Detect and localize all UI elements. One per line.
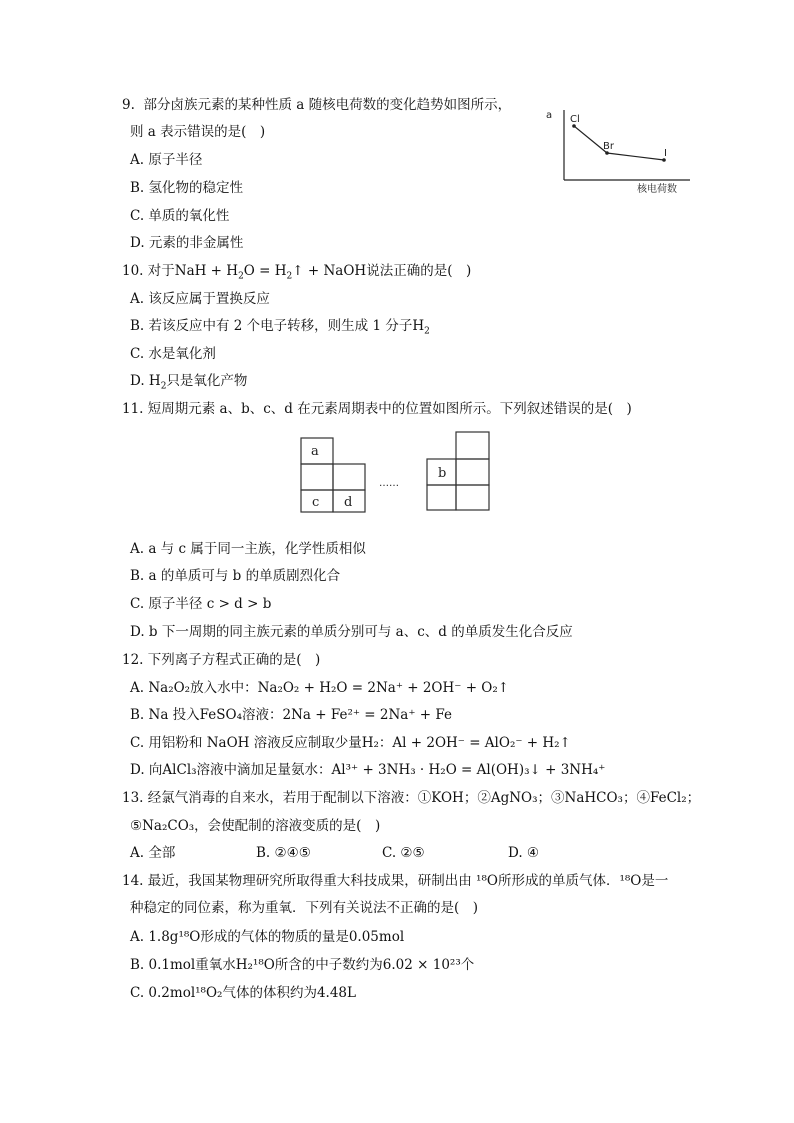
q11-ellipsis: …… [379,478,399,489]
q14-stem-line1: 14. 最近，我国某物理研究所取得重大科技成果，研制出由 ¹⁸O所形成的单质气体．¹⁸O是一 [122,873,669,889]
q13-stem-line2: ⑤Na₂CO₃，会使配制的溶液变质的是( ) [130,818,381,834]
q13-option-c: C. ②⑤ [382,845,425,861]
q11-option-c: C. 原子半径 c > d > b [130,596,272,612]
q10-stem: 10. 对于NaH + $H_2O$ = $H_2↑$ + NaOH说法正确的是( ) [122,263,472,282]
q9-point-label-cl: Cl [570,114,580,125]
q14-option-a: A. 1.8g¹⁸O形成的气体的物质的量是0.05mol [130,929,405,945]
q10-option-a: A. 该反应属于置换反应 [130,291,270,307]
q9-x-label: 核电荷数 [637,184,677,195]
q11-stem: 11. 短周期元素 a、b、c、d 在元素周期表中的位置如图所示。下列叙述错误的是( ) [122,401,632,417]
q9-option-d: D. 元素的非金属性 [130,235,244,251]
q11-option-a: A. a 与 c 属于同一主族，化学性质相似 [130,541,366,557]
q14-option-b: B. 0.1mol重氧水H₂¹⁸O所含的中子数约为6.02 × 10²³个 [130,957,475,973]
q9-trend-figure [540,100,700,195]
q11-option-b: B. a 的单质可与 b 的单质剧烈化合 [130,568,341,584]
q9-option-a: A. 原子半径 [130,152,203,168]
q11-label-c: c [312,495,320,510]
q14-stem-line2: 种稳定的同位素，称为重氧．下列有关说法不正确的是( ) [130,900,479,916]
q12-option-c: C. 用铝粉和 NaOH 溶液反应制取少量H₂：Al + 2OH⁻ = AlO₂⁻ + H₂↑ [130,735,571,751]
q13-option-a: A. 全部 [130,845,176,861]
q13-option-d: D. ④ [508,845,540,861]
q9-option-b: B. 氢化物的稳定性 [130,180,244,196]
q9-stem-line2: 则 a 表示错误的是( ) [130,124,266,140]
q11-periodic-table-figure [298,428,498,514]
q10-option-c: C. 水是氧化剂 [130,346,216,362]
q9-option-c: C. 单质的氧化性 [130,208,230,224]
q12-option-d: D. 向AlCl₃溶液中滴加足量氨水：Al³⁺ + 3NH₃ · H₂O = Al(OH)₃↓ + 3NH₄⁺ [130,762,606,778]
q10-option-d: D. $H_2$只是氧化产物 [130,373,248,392]
q9-stem-line1: 9. 部分卤族元素的某种性质 a 随核电荷数的变化趋势如图所示， [122,97,512,113]
q11-label-d: d [344,495,353,510]
q9-trend-line [574,126,664,160]
q9-point-label-i: I [664,148,667,159]
q11-label-b: b [438,466,447,481]
q9-y-label: a [546,110,553,121]
q11-label-a: a [311,444,319,459]
q12-option-a: A. Na₂O₂放入水中：Na₂O₂ + H₂O = 2Na⁺ + 2OH⁻ + O₂↑ [130,680,510,696]
q13-option-b: B. ②④⑤ [256,845,311,861]
q13-stem-line1: 13. 经氯气消毒的自来水，若用于配制以下溶液：①KOH；②AgNO₃；③NaHCO₃；④FeCl₂； [122,790,701,806]
q9-point-label-br: Br [603,141,614,152]
q12-option-b: B. Na 投入FeSO₄溶液：2Na + Fe²⁺ = 2Na⁺ + Fe [130,707,452,723]
q14-option-c: C. 0.2mol¹⁸O₂气体的体积约为4.48L [130,985,356,1001]
q11-option-d: D. b 下一周期的同主族元素的单质分别可与 a、c、d 的单质发生化合反应 [130,624,573,640]
q10-option-b: B. 若该反应中有 2 个电子转移，则生成 1 分子$H_2$ [130,318,430,337]
q12-stem: 12. 下列离子方程式正确的是( ) [122,652,321,668]
